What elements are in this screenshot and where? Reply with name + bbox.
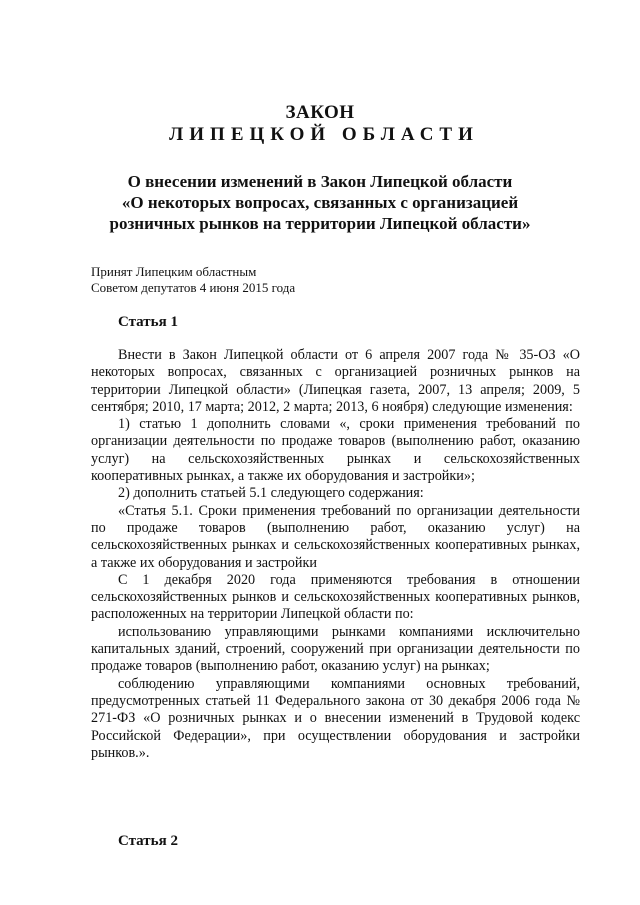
article-paragraph: соблюдению управляющими компаниями основных требований, предусмотренных статьей 11 Федерального закона от 30 декабря 2006 года № 271-ФЗ «О розничных рынках и о внесении изменений в Трудовой кодекс Российской Федерации», при осуществлении оборудования и застройки рынков.». — [91, 675, 580, 761]
adoption-line: Принят Липецким областным — [91, 264, 257, 279]
law-heading: ЗАКОН — [285, 102, 355, 123]
article-paragraph: Внести в Закон Липецкой области от 6 апреля 2007 года № 35-ОЗ «О некоторых вопросах, связанных с организацией розничных рынков на территории Липецкой области» (Липецкая газета, 2007, 13 апреля; 2009, 5 сентября; 2010, 17 марта; 2012, 2 марта; 2013, 6 ноября) следующие изменения: — [91, 347, 580, 415]
law-title — [60, 171, 580, 234]
law-title-line: «О некоторых вопросах, связанных с организацией — [121, 193, 519, 212]
article-paragraph: 1) статью 1 дополнить словами «, сроки применения требований по организации деятельности по продаже товаров (выполнению работ, оказанию услуг) на сельскохозяйственных рынках и сельскохозяйственных кооперативных рынках, а также их оборудования и застройки»; — [91, 416, 580, 485]
adoption-note — [91, 264, 295, 296]
article-1-body — [91, 347, 580, 762]
adoption-line: Советом депутатов 4 июня 2015 года — [91, 280, 296, 295]
law-title-line: О внесении изменений в Закон Липецкой области — [127, 172, 513, 191]
article-paragraph: 2) дополнить статьей 5.1 следующего содержания: — [118, 485, 424, 502]
law-region-heading: ЛИПЕЦКОЙ ОБЛАСТИ — [169, 124, 479, 145]
article-paragraph: «Статья 5.1. Сроки применения требований по организации деятельности по продаже товаров (выполнению работ, оказанию услуг) на сельскохозяйственных рынках и сельскохозяйственных кооперативных рынках, а также их оборудования и застройки — [91, 502, 580, 571]
article-paragraph: использованию управляющими рынками компаниями исключительно капитальных зданий, строений, сооружений при организации деятельности по продаже товаров (выполнению работ, оказанию услуг) на рынках; — [91, 623, 580, 675]
law-title-line: розничных рынков на территории Липецкой области» — [109, 214, 531, 233]
article-1-heading: Статья 1 — [118, 314, 178, 330]
article-paragraph: С 1 декабря 2020 года применяются требования в отношении сельскохозяйственных рынков и сельскохозяйственных кооперативных рынков, расположенных на территории Липецкой области по: — [91, 571, 580, 623]
article-2-heading: Статья 2 — [118, 833, 178, 849]
